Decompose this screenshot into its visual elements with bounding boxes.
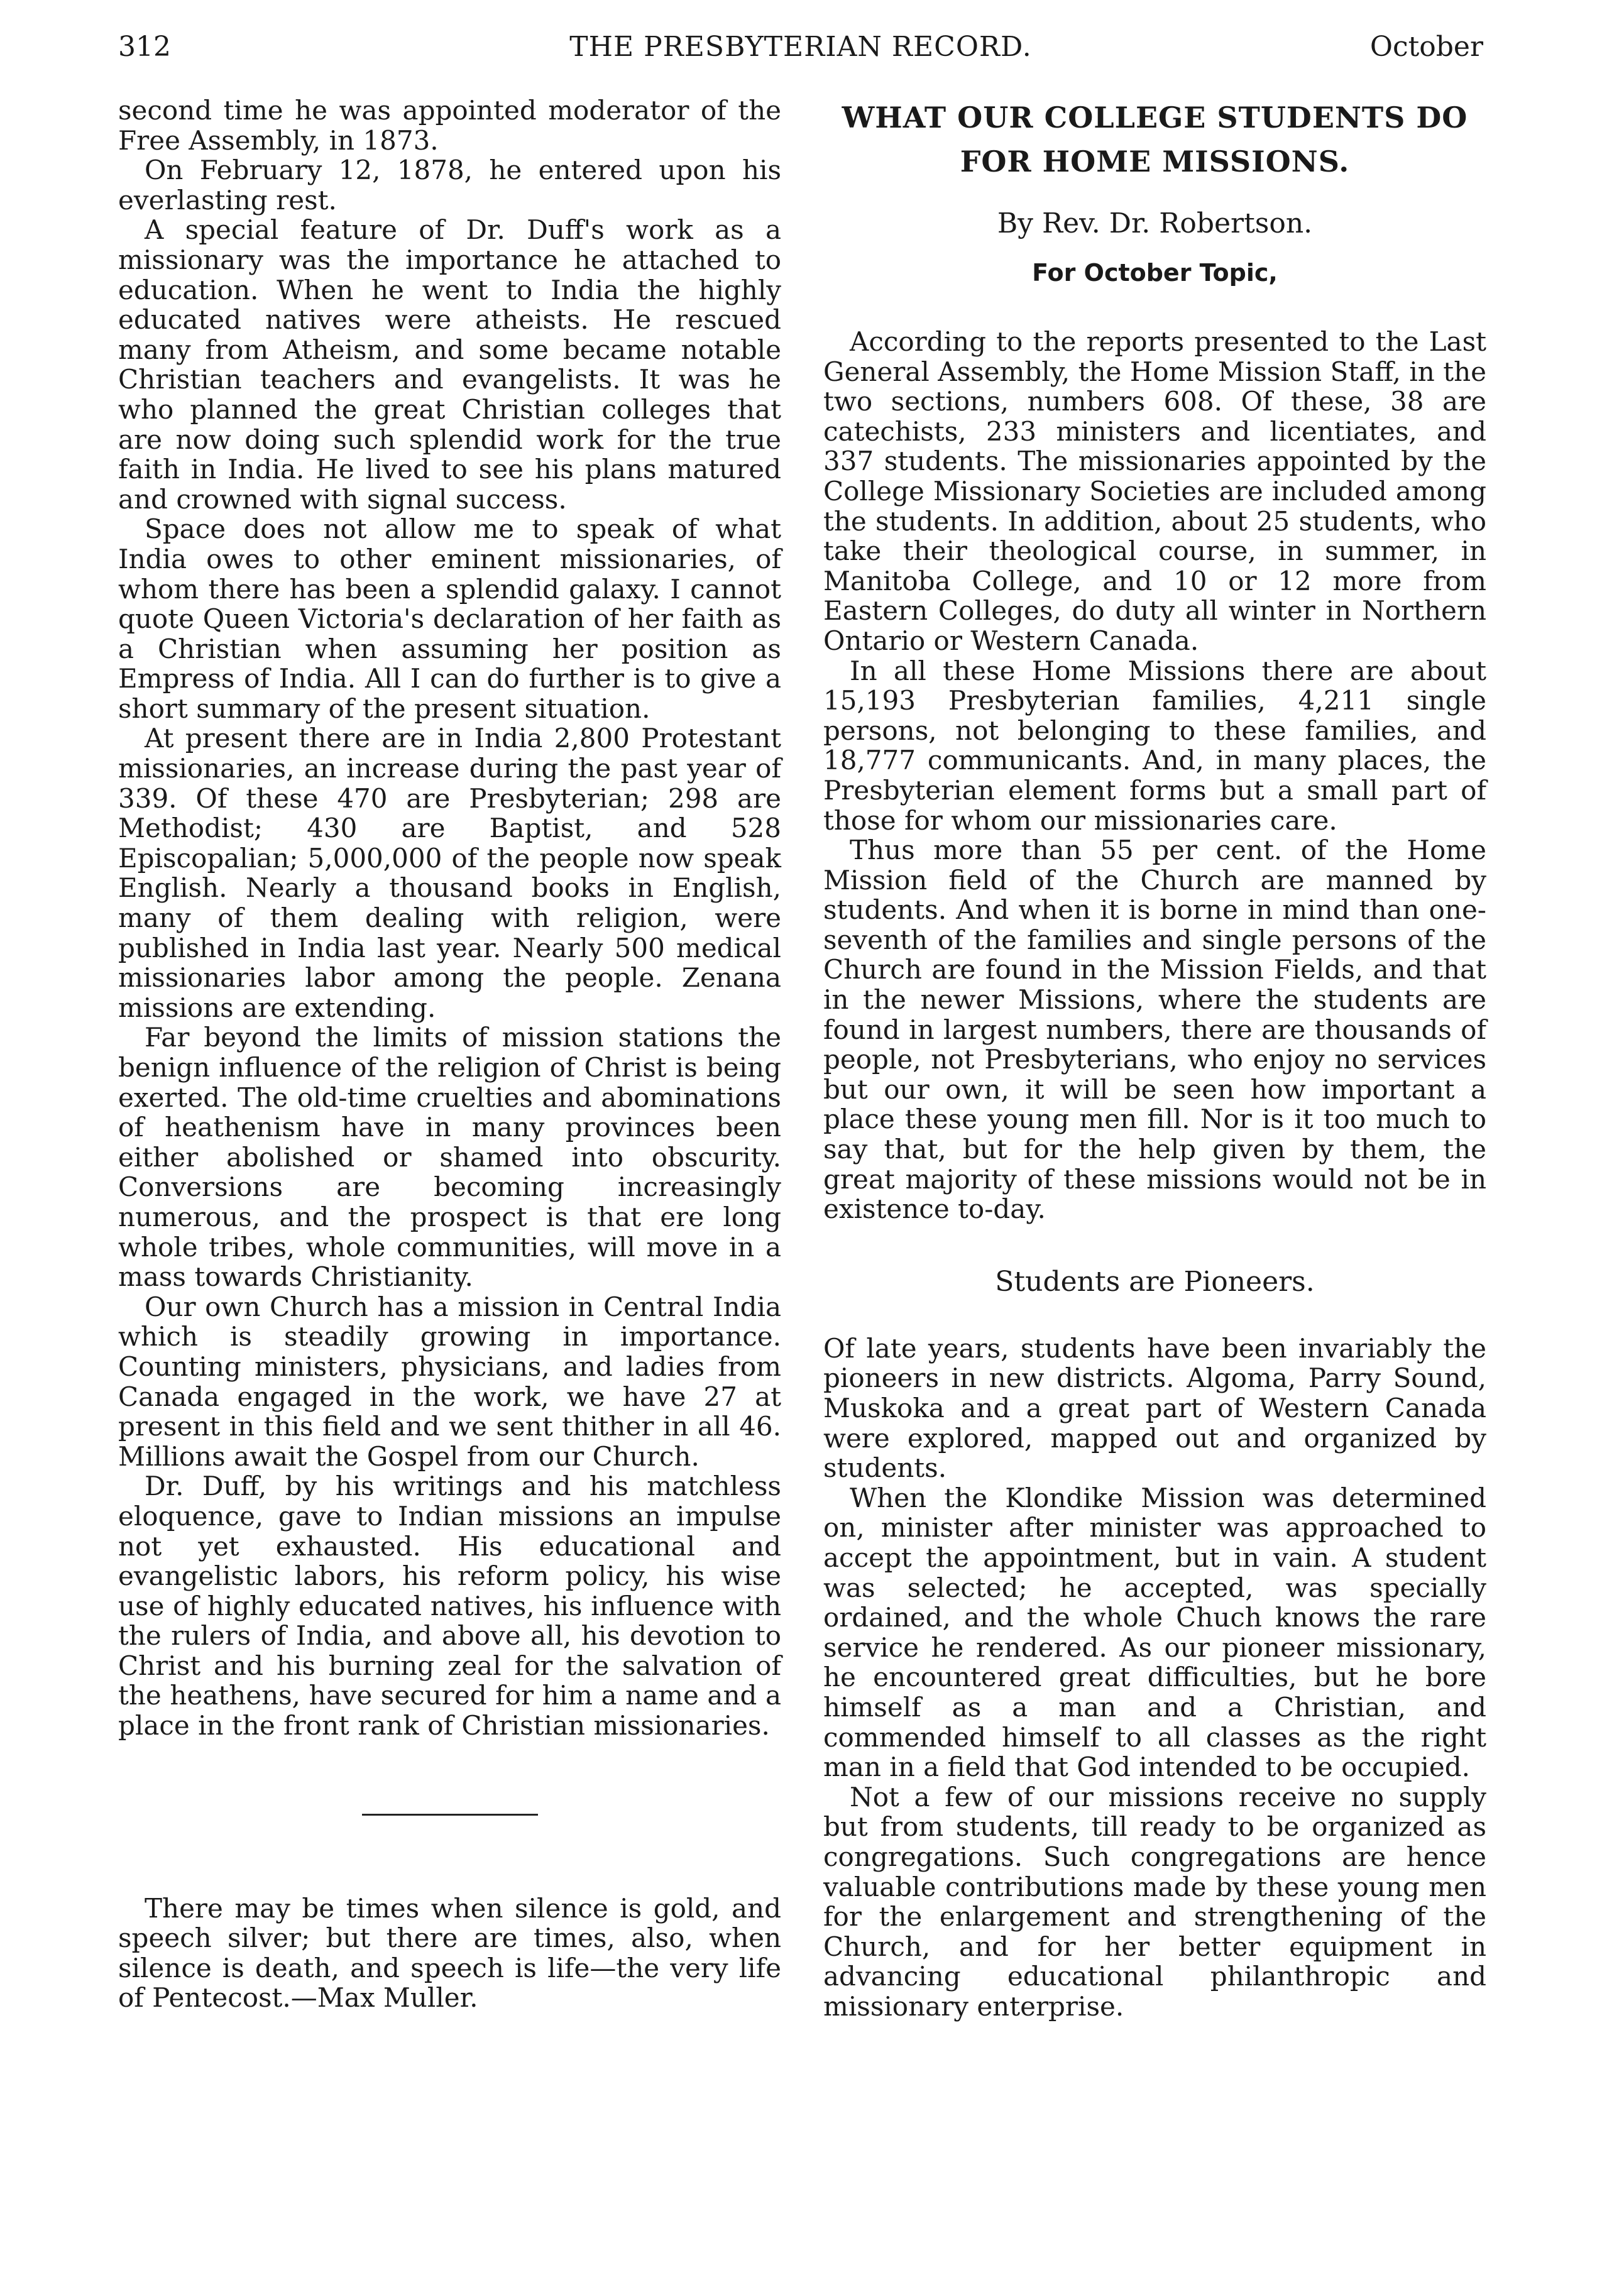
paragraph: Not a few of our missions receive no supply but from students, till ready to be organized as congregations. Such congregations are hence valuable contributions made by these young men for the enlargement and strengthening of the Church, and for her better equipment in advancing educational philanthropic and missionary enterprise. [823,1781,1486,2022]
paragraph: A special feature of Dr. Duff's work as a missionary was the importance he attached to education. When he went to India the highly educated natives were atheists. He rescued many from Atheism, and some became notable Christian teachers and evangelists. It was he who planned the great Christian colleges that are now doing such splendid work for the true faith in India. He lived to see his plans matured and crowned with signal success. [118,214,781,515]
journal-title: THE PRESBYTERIAN RECORD. [569,31,1032,63]
page-number: 312 [118,31,171,63]
paragraph: Thus more than 55 per cent. of the Home Mission field of the Church are manned by students. And when it is borne in mind than one-seventh of the families and single persons of the Church are found in the Mission Fields, and that in the newer Missions, where the students are found in largest numbers, there are thousands of people, not Presbyterians, who enjoy no services but our own, it will be seen how important a place these young men fill. Nor is it too much to say that, but for the help given by them, the great majority of these missions would not be in existence to-day. [823,835,1486,1225]
article-title: WHAT OUR COLLEGE STUDENTS DO FOR HOME MISSIONS. [842,101,1468,178]
section-divider [362,1814,538,1816]
paragraph: Dr. Duff, by his writings and his matchless eloquence, gave to Indian missions an impulse not yet exhausted. His educational and evangelistic labors, his reform policy, his wise use of highly educated natives, his influence with the rulers of India, and above all, his devotion to Christ and his burning zeal for the salvation of the heathens, have secured for him a name and a place in the front rank of Christian missionaries. [118,1471,781,1741]
issue-month: October [1369,31,1483,63]
section-subheading: Students are Pioneers. [995,1265,1315,1298]
paragraph: Of late years, students have been invariably the pioneers in new districts. Algoma, Parry Sound, Muskoka and a great part of Western Canada were explored, mapped out and organized by students. [823,1332,1486,1484]
right-column [823,96,1486,2021]
paragraph: Space does not allow me to speak of what India owes to other eminent missionaries, of whom there has been a splendid galaxy. I cannot quote Queen Victoria's declaration of her faith as a Christian when assuming her position as Empress of India. All I can do further is to give a short summary of the present situation. [118,513,781,724]
paragraph: On February 12, 1878, he entered upon his everlasting rest. [118,155,781,216]
paragraph: At present there are in India 2,800 Protestant missionaries, an increase during the past year of 339. Of these 470 are Presbyterian; 298 are Methodist; 430 are Baptist, and 528 Episcopalian; 5,000,000 of the people now speak English. Nearly a thousand books in English, many of them dealing with religion, were published in India last year. Nearly 500 medical missionaries labor among the people. Zenana missions are extending. [118,723,781,1023]
paragraph: In all these Home Missions there are about 15,193 Presbyterian families, 4,211 single persons, not belonging to these families, and 18,777 communicants. And, in many places, the Presbyterian element forms but a small part of those for whom our missionaries care. [823,655,1486,836]
page-header [118,25,1483,69]
article-byline: By Rev. Dr. Robertson. [997,207,1313,239]
closing-quote: There may be times when silence is gold, and speech silver; but there are times, also, when silence is death, and speech is life—the very life of Pentecost.—Max Muller. [118,1892,781,2014]
paragraph: When the Klondike Mission was determined on, minister after minister was approached to accept the appointment, but in vain. A student was selected; he accepted, was specially ordained, and the whole Chuch knows the rare service he rendered. As our pioneer missionary, he encountered great difficulties, but he bore himself as a man and a Christian, and commended himself to all classes as the right man in a field that God intended to be occupied. [823,1482,1486,1783]
paragraph: According to the reports presented to the Last General Assembly, the Home Mission Staff, in the two sections, numbers 608. Of these, 38 are catechists, 233 ministers and licentiates, and 337 students. The missionaries appointed by the College Missionary Societies are included among the students. In addition, about 25 students, who take their theological course, in summer, in Manitoba College, and 10 or 12 more from Eastern Colleges, do duty all winter in Northern Ontario or Western Canada. [823,326,1486,656]
paragraph: second time he was appointed moderator of the Free Assembly, in 1873. [118,95,781,156]
left-column [118,96,781,2013]
paragraph: Our own Church has a mission in Central India which is steadily growing in importance. Counting ministers, physicians, and ladies from Canada engaged in the work, we have 27 at present in this field and we sent thither in all 46. Millions await the Gospel from our Church. [118,1291,781,1472]
article-topic: For October Topic, [1032,259,1278,287]
paragraph: Far beyond the limits of mission stations the benign influence of the religion of Christ is being exerted. The old-time cruelties and abominations of heathenism have in many provinces been either abolished or shamed into obscurity. Conversions are becoming increasingly numerous, and the prospect is that ere long whole tribes, whole communities, will move in a mass towards Christianity. [118,1022,781,1293]
